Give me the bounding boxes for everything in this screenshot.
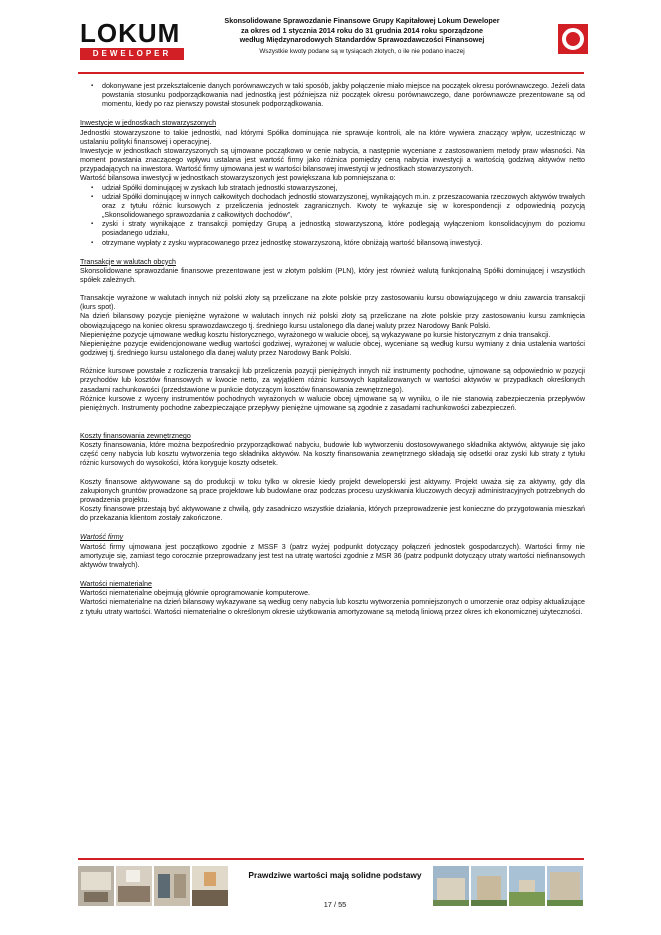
paragraph: Na dzień bilansowy pozycje pieniężne wyrażone w walutach innych niż polski złoty są przeliczane na złote polskie przy zastosowaniu kursu zamknięcia obowiązującego na koniec okresu sprawozdawczego tj. średniego kursu ustalonego dla danej waluty przez Narodowy Bank Polski. bbox=[80, 312, 585, 330]
photo-thumbnail bbox=[116, 866, 152, 906]
photo-thumbnail bbox=[509, 866, 545, 906]
photo-thumbnail bbox=[471, 866, 507, 906]
title-line-1: Skonsolidowane Sprawozdanie Finansowe Grupy Kapitałowej Lokum Deweloper bbox=[224, 16, 500, 25]
footer-divider bbox=[78, 858, 584, 860]
bullet-list-top bbox=[80, 82, 585, 109]
section-heading-fx: Transakcje w walutach obcych bbox=[80, 257, 176, 266]
paragraph: Koszty finansowe aktywowane są do produkcji w toku tylko w okresie kiedy projekt deweloperski jest aktywny. Projekt uważa się za aktywny, gdy dla zakupionych gruntów prowadzone są prace projektowe lub budowlane oraz podczas procesu uzyskiwania kluczowych decyzji administracyjnych potrzebnych do prowadzenia projektu. bbox=[80, 477, 585, 504]
photo-thumbnail bbox=[154, 866, 190, 906]
bullet-list-associates bbox=[80, 184, 585, 248]
section-heading-borrowing: Koszty finansowania zewnętrznego bbox=[80, 432, 191, 440]
paragraph: Wartości niematerialne na dzień bilansowy wykazywane są według ceny nabycia lub kosztu wytworzenia pomniejszonych o umorzenie oraz odpisy aktualizujące z tytułu utraty wartości. Wartości niematerialne o określonym okresie użytkowania amortyzowane są metodą liniową przez okres ich ekonomicznej użyteczności. bbox=[80, 598, 585, 616]
page-content bbox=[80, 82, 585, 617]
photo-thumbnail bbox=[192, 866, 228, 906]
paragraph: Wartość firmy ujmowana jest początkowo zgodnie z MSSF 3 (patrz wyżej podpunkt dotyczący połączeń jednostek gospodarczych). Wartości firmy nie amortyzuje się, zamiast tego corocznie przeprowadzany jest test na utratę wartości zgodnie z MSR 36 (patrz podpunkt dotyczący utraty wartości niefinansowych aktywów trwałych). bbox=[80, 542, 585, 569]
report-title bbox=[212, 16, 512, 56]
logo-sub: DEWELOPER bbox=[80, 48, 184, 60]
photo-thumbnail bbox=[78, 866, 114, 906]
page-header bbox=[78, 14, 588, 72]
paragraph: Wartości niematerialne obejmują głównie oprogramowanie komputerowe. bbox=[80, 589, 311, 598]
section-heading-intangibles: Wartości niematerialne bbox=[80, 580, 152, 589]
header-divider bbox=[78, 72, 584, 74]
list-item: ▪ udział Spółki dominującej w zyskach lub stratach jednostki stowarzyszonej, bbox=[102, 184, 585, 193]
paragraph: Różnice kursowe z wyceny instrumentów pochodnych wyrażonych w walucie obcej ujmowane są w wyniku, o ile nie stanowią zabezpieczenia przepływów pieniężnych. Instrumenty pochodne zabezpieczające przepływy pieniężne ujmowane są zgodnie z zasadami rachunkowości zabezpieczeń. bbox=[80, 394, 585, 412]
paragraph: Skonsolidowane sprawozdanie finansowe prezentowane jest w złotym polskim (PLN), który jest również walutą funkcjonalną Spółki dominującej i wszystkich spółek zależnych. bbox=[80, 266, 585, 284]
paragraph: Jednostki stowarzyszone to takie jednostki, nad którymi Spółka dominująca nie sprawuje kontroli, ale na które wywiera znaczący wpływ, uczestnicząc w ustalaniu polityki finansowej i operacyjnej. bbox=[80, 128, 585, 146]
list-item: ▪ zyski i straty wynikające z transakcji pomiędzy Grupą a jednostką stowarzyszoną, które podlegają wyłączeniom konsolidacyjnym do poziomu posiadanego udziału, bbox=[102, 220, 585, 238]
title-line-3: według Międzynarodowych Standardów Sprawozdawczości Finansowej bbox=[239, 35, 485, 45]
title-line-4: Wszystkie kwoty podane są w tysiącach złotych, o ile nie podano inaczej bbox=[259, 47, 465, 55]
list-item: ▪ otrzymane wypłaty z zysku wypracowanego przez jednostkę stowarzyszoną, które obniżają wartość bilansową inwestycji. bbox=[102, 239, 585, 248]
paragraph: Niepieniężne pozycje ewidencjonowane według wartości godziwej, wyrażonej w walucie obcej, wyceniane są według kursu wymiany z dnia ustalenia wartości godziwej tj. średniego kursu ustalonego dla danej waluty przez Narodowy Bank Polski. bbox=[80, 339, 585, 358]
page-number: 17 / 55 bbox=[323, 900, 347, 909]
list-item: ▪ udział Spółki dominującej w innych całkowitych dochodach jednostki stowarzyszonej, wynikających m.in. z przeszacowania rzeczowych aktywów trwałych oraz z tytułu różnic kursowych z przeliczenia jednostek zagranicznych. Kwoty te wykazuje się w korespondencji z odpowiednią pozycją „Skonsolidowanego sprawozdania z całkowitych dochodów”, bbox=[102, 193, 585, 220]
photo-thumbnail bbox=[547, 866, 583, 906]
paragraph: Transakcje wyrażone w walutach innych niż polski złoty są przeliczane na złote polskie przy zastosowaniu kursu obowiązującego w dniu zawarcia transakcji (kurs spot). bbox=[80, 294, 585, 312]
footer-slogan: Prawdziwe wartości mają solidne podstawy bbox=[248, 870, 422, 880]
paragraph: Różnice kursowe powstałe z rozliczenia transakcji lub przeliczenia pozycji pieniężnych innych niż instrumenty pochodne, ujmowane są odpowiednio w pozycji przychodów lub kosztów finansowych w kwocie netto, za wyjątkiem różnic kursowych kapitalizowanych w wartości aktywów w przypadkach określonych zasadami rachunkowości (przedstawione w punkcie dotyczącym kosztów finansowania zewnętrznego). bbox=[80, 367, 585, 394]
paragraph: Wartość bilansowa inwestycji w jednostkach stowarzyszonych jest powiększana lub pomniejszana o: bbox=[80, 174, 396, 183]
ring-logo-icon bbox=[558, 24, 588, 54]
title-line-2: za okres od 1 stycznia 2014 roku do 31 grudnia 2014 roku sporządzone bbox=[240, 25, 484, 35]
paragraph: Niepieniężne pozycje ujmowane według kosztu historycznego, wyrażonego w walucie obcej, są wykazywane po kursie historycznym z dnia transakcji. bbox=[80, 330, 551, 339]
photo-thumbnail bbox=[433, 866, 469, 906]
section-heading-associates: Inwestycje w jednostkach stowarzyszonych bbox=[80, 119, 217, 128]
paragraph: Inwestycje w jednostkach stowarzyszonych są ujmowane początkowo w cenie nabycia, a następnie wyceniane z zastosowaniem metody praw własności. Na moment powstania znaczącego wpływu ustalana jest wartość firmy jako różnica pomiędzy ceną nabycia inwestycji a wartością godziwą aktywów netto przypadających na inwestora. Wartość firmy ujmowana jest w wartości bilansowej inwestycji w jednostkach stowarzyszonych. bbox=[80, 146, 585, 174]
paragraph: Koszty finansowania, które można bezpośrednio przyporządkować nabyciu, budowie lub wytworzeniu dostosowywanego składnika aktywów, aktywuje się jako część ceny nabycia lub kosztu wytworzenia tego składnika aktywów. Na koszty finansowania zewnętrznego składają się odsetki oraz zyski lub straty z tytułu różnic kursowych do wysokości, która koryguje koszty odsetek. bbox=[80, 441, 585, 468]
logo-word: LOKUM bbox=[80, 18, 181, 48]
lokum-logo bbox=[78, 20, 188, 64]
section-heading-goodwill: Wartość firmy bbox=[80, 533, 124, 542]
paragraph: Koszty finansowe przestają być aktywowane z chwilą, gdy zasadniczo wszystkie działania, których przeprowadzenie jest konieczne do przygotowania mieszkań do przekazania klientom zostały zakończone. bbox=[80, 505, 585, 523]
list-item: ▪ dokonywane jest przekształcenie danych porównawczych w taki sposób, jakby połączenie miało miejsce na początek okresu porównawczego. Jeżeli data powstania stosunku podporządkowania nad jednostką jest późniejsza niż początek okresu porównawczego, dane porównawcze prezentowane są od momentu, kiedy po raz pierwszy powstał stosunek podporządkowania. bbox=[102, 82, 585, 109]
